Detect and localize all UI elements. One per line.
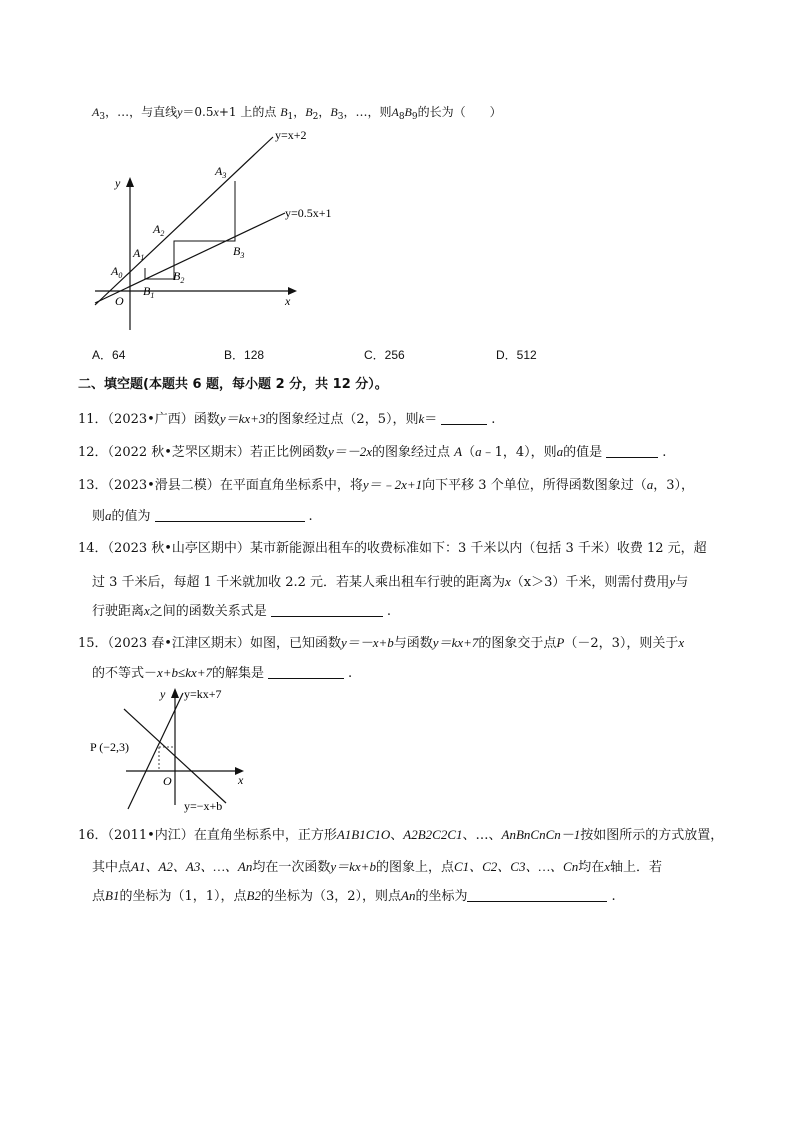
q13-a2: a xyxy=(105,508,112,523)
q13-line2a: 则 xyxy=(92,509,106,524)
q13-blank[interactable] xyxy=(155,509,305,522)
fig10-axis-y: y xyxy=(115,176,121,190)
fig10-y-arrow xyxy=(126,177,134,187)
q16-line1 xyxy=(78,826,723,845)
q13-t1: 在平面直角坐标系中，将 xyxy=(219,478,363,493)
q10-p6: 的长为（ ） xyxy=(417,105,502,119)
q13-num: 13． xyxy=(78,478,108,493)
q15-end: . xyxy=(348,666,353,681)
q12-a1: a xyxy=(475,444,482,459)
fig10-label-x2: y=x+2 xyxy=(275,128,307,142)
q10-b-c: B xyxy=(330,105,338,119)
choice-c-value: 256 xyxy=(384,348,405,362)
choice-a[interactable] xyxy=(92,346,125,363)
fig10-line-05x1 xyxy=(95,213,285,303)
q16-line2b: 均在一次函数 xyxy=(252,860,331,875)
fig10-label-a2: $A_2$ xyxy=(153,222,165,238)
q14-line3b: 之间的函数关系式是 xyxy=(149,604,267,619)
fig15-axis-y: y xyxy=(160,687,166,701)
q15-line1 xyxy=(78,634,684,653)
fig10-label-a0: $A_0$ xyxy=(111,264,123,280)
q14-line1 xyxy=(78,540,707,558)
q14-cond: （x＞3）千米，则需付费用 xyxy=(510,575,670,590)
q15-blank[interactable] xyxy=(268,666,344,679)
q16-num: 16． xyxy=(78,828,108,843)
choice-b[interactable] xyxy=(224,346,264,363)
q16-line3a: 点 xyxy=(92,889,106,904)
q16-line3 xyxy=(92,887,616,906)
q12-blank[interactable] xyxy=(606,445,658,458)
q16-sq2: A2B2C2C1 xyxy=(403,827,463,842)
fig15-graph xyxy=(86,685,286,815)
q15-t4: （－2，3），则关于 xyxy=(564,636,679,651)
q15-x: x xyxy=(678,635,685,650)
q16-line2a: 其中点 xyxy=(92,860,132,875)
q13-t2: 向下平移 3 个单位，所得函数图象过（ xyxy=(422,478,647,493)
q14-num: 14． xyxy=(78,541,108,556)
q12 xyxy=(78,443,666,462)
fig15-label-top: y=kx+7 xyxy=(184,687,222,701)
q16-b2: B2 xyxy=(246,888,261,903)
q13-line2b: 的值为 xyxy=(111,509,151,524)
q15-line2a: 的不等式－ xyxy=(92,666,158,681)
q12-t2: 的图象经过点 xyxy=(372,445,451,460)
q15-eq1: y＝－x+b xyxy=(340,635,394,650)
q16-sq3: AnBnCnCn－1 xyxy=(501,827,581,842)
q14-x2: x xyxy=(144,603,150,618)
fig15-axis-x: x xyxy=(238,773,244,787)
q11-t2: 的图象经过点（2，5），则 xyxy=(265,412,419,427)
fig15-y-arrow xyxy=(171,688,179,698)
q16-t2: 、 xyxy=(390,828,404,843)
q14-t1: 某市新能源出租车的收费标准如下：3 千米以内（包括 3 千米）收费 12 元，超 xyxy=(249,541,707,556)
q15-eq2: y＝kx+7 xyxy=(432,635,479,650)
q16-an: An xyxy=(401,888,416,903)
choice-a-value: 64 xyxy=(112,348,126,362)
choice-b-letter: B． xyxy=(224,348,245,362)
fig10-label-b2: $B_2$ xyxy=(173,269,185,285)
q10-text: $A_3$，…，与直线y＝0.5x+1 上的点 $B_1$，$B_2$，$B_3$，…，则$A_8B_9$的长为（ ） xyxy=(92,105,502,122)
q16-line3c: 的坐标为（3，2），则点 xyxy=(260,889,402,904)
q10-b-a: B xyxy=(280,105,288,119)
q11-t1: 函数 xyxy=(193,412,220,427)
q10-b9: 9 xyxy=(411,112,418,122)
q16-b1: B1 xyxy=(105,888,120,903)
q16-sq1: A1B1C1O xyxy=(336,827,391,842)
q16-end: . xyxy=(611,889,616,904)
fig15-origin: O xyxy=(163,774,172,788)
q16-line3d: 的坐标为 xyxy=(415,889,468,904)
q14-end: . xyxy=(386,604,391,619)
q13-line2 xyxy=(92,507,313,526)
q10-p1-sub: 3 xyxy=(99,112,106,122)
q13-eq: y＝﹣2x+1 xyxy=(362,477,423,492)
q12-t3: （ xyxy=(462,445,476,460)
q16-t4: 按如图所示的方式放置， xyxy=(580,828,724,843)
q14-line2 xyxy=(92,573,688,592)
fig10-label-a3: $A_3$ xyxy=(215,164,227,180)
q15-t3: 的图象交于点 xyxy=(478,636,557,651)
q16-line2c: 的图象上，点 xyxy=(375,860,454,875)
q13-end: . xyxy=(308,509,313,524)
q16-pts: A1、A2、A3、…、An xyxy=(131,859,253,874)
q14-x1: x xyxy=(505,574,511,589)
q16-source: （2011•内江） xyxy=(107,828,194,843)
q11 xyxy=(78,410,495,429)
q14-blank[interactable] xyxy=(271,604,383,617)
q10-a8: 8 xyxy=(398,112,405,122)
q15-line2 xyxy=(92,664,352,683)
fig15-label-bottom: y=−x+b xyxy=(184,799,223,813)
q12-t5: 的值是 xyxy=(563,445,603,460)
q12-eq: y＝－2x xyxy=(327,444,372,459)
q12-t1: 若正比例函数 xyxy=(249,445,328,460)
q10-a-a8: A xyxy=(391,105,399,119)
q10-b2: 2 xyxy=(312,112,319,122)
fig10-label-b3: $B_3$ xyxy=(233,244,245,260)
q16-eq: y＝kx+b xyxy=(330,859,376,874)
q15-line2b: 的解集是 xyxy=(212,666,265,681)
q11-eq: y＝kx+3 xyxy=(219,411,266,426)
fig10-label-05x1: y=0.5x+1 xyxy=(285,206,332,220)
q11-t3: ＝ xyxy=(424,412,438,427)
choice-d[interactable] xyxy=(496,346,537,363)
fig10-axis-x: x xyxy=(285,294,291,308)
q11-num: 11． xyxy=(78,412,108,427)
q10-x-var: x xyxy=(213,105,219,119)
q13-line1 xyxy=(78,476,694,495)
q10-p1: A xyxy=(92,105,100,119)
q14-line3a: 行驶距离 xyxy=(92,604,145,619)
q14-source: （2023 秋•山亭区期中） xyxy=(107,541,250,556)
choice-a-letter: A． xyxy=(92,348,113,362)
choice-d-value: 512 xyxy=(516,348,537,362)
q15-t1: 如图，已知函数 xyxy=(249,636,341,651)
q10-b-b9: B xyxy=(404,105,412,119)
q10-line-eq: y xyxy=(177,105,183,119)
q16-line2d: 均在 xyxy=(578,860,605,875)
choice-c[interactable] xyxy=(364,346,405,363)
fig10-graph xyxy=(85,125,345,340)
q15-num: 15． xyxy=(78,636,108,651)
q16-x: x xyxy=(604,859,611,874)
fig10-label-b1: $B_1$ xyxy=(143,284,155,300)
q15-source: （2023 春•江津区期末） xyxy=(107,636,250,651)
q14-line2end: 与 xyxy=(675,575,689,590)
q10-p4: +1 上的点 xyxy=(218,105,277,119)
q16-t1: 在直角坐标系中，正方形 xyxy=(193,828,337,843)
q10-b1: 1 xyxy=(287,112,294,122)
q12-a2: a xyxy=(556,444,564,459)
q16-line2 xyxy=(92,858,662,877)
q10-p3: ＝0.5 xyxy=(182,105,214,119)
section2-title: 二、填空题(本题共 6 题，每小题 2 分，共 12 分）。 xyxy=(78,377,388,392)
q12-num: 12． xyxy=(78,445,108,460)
fig15-point: P (−2,3) xyxy=(90,740,129,754)
choice-b-value: 128 xyxy=(244,348,265,362)
q11-source: （2023•广西） xyxy=(107,412,194,427)
q16-line3b: 的坐标为（1，1），点 xyxy=(119,889,247,904)
q16-line2e: 轴上．若 xyxy=(610,860,663,875)
q11-blank[interactable] xyxy=(441,412,487,425)
q12-source: （2022 秋•芝罘区期末） xyxy=(107,445,250,460)
choice-d-letter: D． xyxy=(496,348,517,362)
q10-p5: ，…，则 xyxy=(343,105,392,119)
q15-ineq: x+b≤kx+7 xyxy=(157,665,213,680)
q13-t3: ，3）， xyxy=(653,478,694,493)
q12-t4: ﹣1，4），则 xyxy=(481,445,557,460)
q13-source: （2023•滑县二模） xyxy=(107,478,220,493)
q14-y1: y xyxy=(669,574,676,589)
q11-end: . xyxy=(491,412,496,427)
q13-a1: a xyxy=(646,477,654,492)
q12-end: . xyxy=(662,445,667,460)
q15-P: P xyxy=(556,635,565,650)
q16-t3: 、…、 xyxy=(462,828,502,843)
fig10-label-a1: $A_1$ xyxy=(133,246,145,262)
q10-p2: ，…，与直线 xyxy=(105,105,178,119)
q12-A: A xyxy=(454,444,463,459)
choice-c-letter: C． xyxy=(364,348,385,362)
q10-b3: 3 xyxy=(337,112,344,122)
q11-k: k xyxy=(418,411,425,426)
q14-line2: 过 3 千米后，每超 1 千米就加收 2.2 元．若某人乘出租车行驶的距离为 xyxy=(92,575,506,590)
fig10-origin: O xyxy=(115,294,124,308)
q15-t2: 与函数 xyxy=(393,636,433,651)
q16-blank[interactable] xyxy=(467,889,607,902)
q14-line3 xyxy=(92,602,391,621)
q10-b-b: B xyxy=(305,105,313,119)
q16-cpts: C1、C2、C3、…、Cn xyxy=(453,859,579,874)
